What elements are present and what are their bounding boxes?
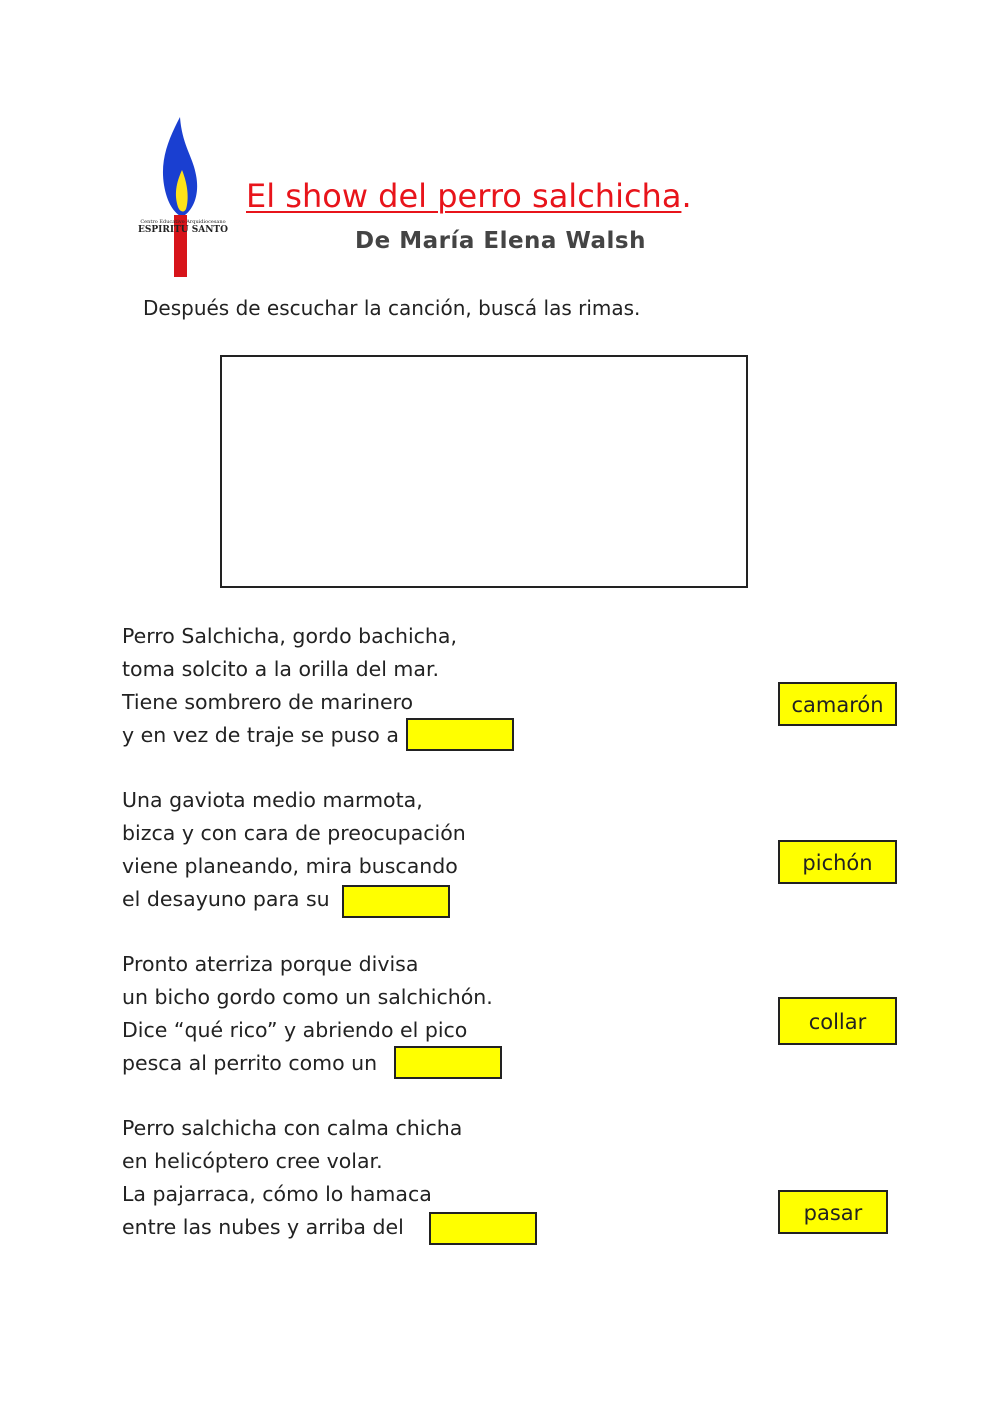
verse-line: Perro Salchicha, gordo bachicha,: [122, 624, 458, 648]
candle-flame-icon: [138, 115, 228, 280]
author-subtitle: De María Elena Walsh: [355, 228, 646, 254]
verse-line: Perro salchicha con calma chicha: [122, 1116, 463, 1140]
title-period: .: [681, 177, 692, 215]
verse-line: Una gaviota medio marmota,: [122, 788, 423, 812]
verse-line: Tiene sombrero de marinero: [122, 690, 414, 714]
answer-drop-zone-4[interactable]: [429, 1212, 537, 1245]
verse-line: en helicóptero cree volar.: [122, 1149, 383, 1173]
verse-line: un bicho gordo como un salchichón.: [122, 985, 493, 1009]
word-option-collar[interactable]: collar: [778, 997, 897, 1045]
school-logo: [138, 115, 228, 280]
title-text: El show del perro salchicha: [246, 177, 682, 215]
verse-line: pesca al perrito como un: [122, 1051, 378, 1075]
verse-line: toma solcito a la orilla del mar.: [122, 657, 440, 681]
media-frame[interactable]: [220, 355, 748, 588]
instruction-text: Después de escuchar la canción, buscá las rimas.: [143, 296, 641, 320]
page-title: [246, 176, 692, 216]
answer-drop-zone-2[interactable]: [342, 885, 450, 918]
school-name: ESPIRITU SANTO: [138, 225, 228, 235]
answer-drop-zone-1[interactable]: [406, 718, 514, 751]
verse-line: Pronto aterriza porque divisa: [122, 952, 419, 976]
verse-line: Dice “qué rico” y abriendo el pico: [122, 1018, 468, 1042]
word-option-pasar[interactable]: pasar: [778, 1190, 888, 1234]
verse-line: el desayuno para su: [122, 887, 330, 911]
school-name-small: Centro Educativo Arquidiocesano: [140, 219, 226, 225]
word-option-pichon[interactable]: pichón: [778, 840, 897, 884]
verse-line: entre las nubes y arriba del: [122, 1215, 404, 1239]
answer-drop-zone-3[interactable]: [394, 1046, 502, 1079]
verse-line: La pajarraca, cómo lo hamaca: [122, 1182, 432, 1206]
word-option-camaron[interactable]: camarón: [778, 682, 897, 726]
stanza-4: [122, 1112, 462, 1244]
verse-line: bizca y con cara de preocupación: [122, 821, 466, 845]
verse-line: viene planeando, mira buscando: [122, 854, 458, 878]
verse-line: y en vez de traje se puso a: [122, 723, 399, 747]
